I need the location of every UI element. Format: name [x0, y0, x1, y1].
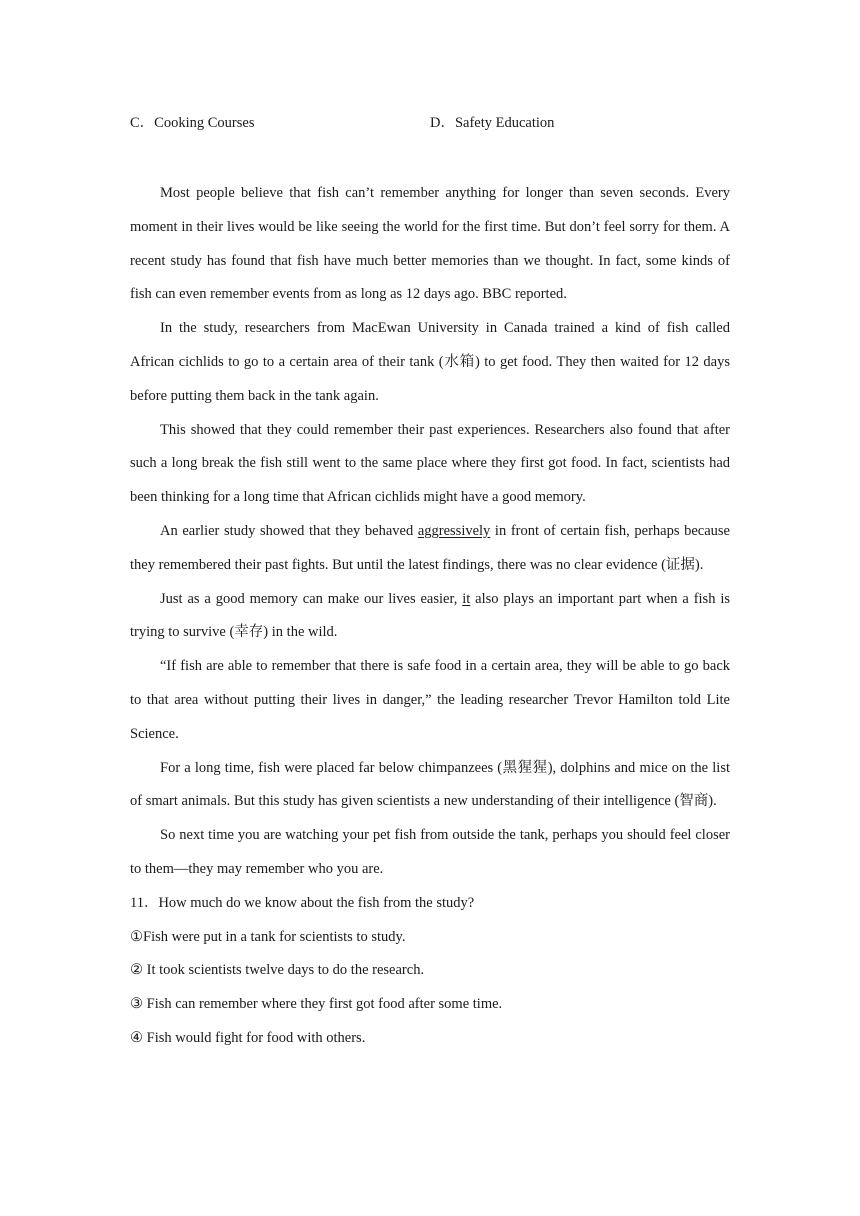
paragraph-2: In the study, researchers from MacEwan University in Canada trained a kind of fish called African cichlids to go to a certain area of their tank (水箱) to get food. They then waited for 12 days before putting them back in the tank again.: [130, 320, 730, 404]
paragraph-4-text-after: in front of certain fish, perhaps because they remembered their past fights. But until the latest findings, there was no clear evidence (证据).: [130, 522, 730, 573]
underlined-word-aggressively: aggressively: [417, 522, 491, 539]
paragraph-5-text-before: Just as a good memory can make our lives easier,: [160, 590, 463, 607]
option-c: C．Cooking Courses: [130, 115, 255, 131]
reading-passage: [130, 177, 730, 1056]
question-item-4: ④ Fish would fight for food with others.: [130, 1029, 366, 1046]
underlined-word-it: it: [462, 590, 471, 607]
answer-options-row: [130, 112, 730, 134]
paragraph-7: For a long time, fish were placed far below chimpanzees (黑猩猩), dolphins and mice on the list of smart animals. But this study has given scientists a new understanding of their intelligence (智商).: [130, 759, 730, 810]
paragraph-3: This showed that they could remember their past experiences. Researchers also found that after such a long break the fish still went to the same place where they first got food. In fact, scientists had been thinking for a long time that African cichlids might have a good memory.: [130, 421, 730, 506]
paragraph-5: [130, 583, 730, 651]
paragraph-1: Most people believe that fish can’t remember anything for longer than seven seconds. Every moment in their lives would be like seeing the world for the first time. But don’t feel sorry for them. A recent study has found that fish have much better memories than we thought. In fact, some kinds of fish can even remember events from as long as 12 days ago. BBC reported.: [130, 185, 730, 303]
paragraph-5-text-after: also plays an important part when a fish is trying to survive (幸存) in the wild.: [130, 590, 730, 641]
paragraph-4: [130, 515, 730, 583]
paragraph-8: So next time you are watching your pet fish from outside the tank, perhaps you should feel closer to them—they may remember who you are.: [130, 827, 730, 877]
paragraph-6: “If fish are able to remember that there is safe food in a certain area, they will be able to go back to that area without putting their lives in danger,” the leading researcher Trevor Hamilton told Lite Science.: [130, 658, 730, 742]
paragraph-4-text-before: An earlier study showed that they behaved: [160, 522, 418, 539]
question-11-stem: 11．How much do we know about the fish from the study?: [130, 894, 475, 911]
option-d: D．Safety Education: [430, 115, 555, 131]
question-item-3: ③ Fish can remember where they first got food after some time.: [130, 996, 503, 1013]
question-item-1: ①Fish were put in a tank for scientists to study.: [130, 928, 406, 945]
question-item-2: ② It took scientists twelve days to do the research.: [130, 962, 425, 979]
